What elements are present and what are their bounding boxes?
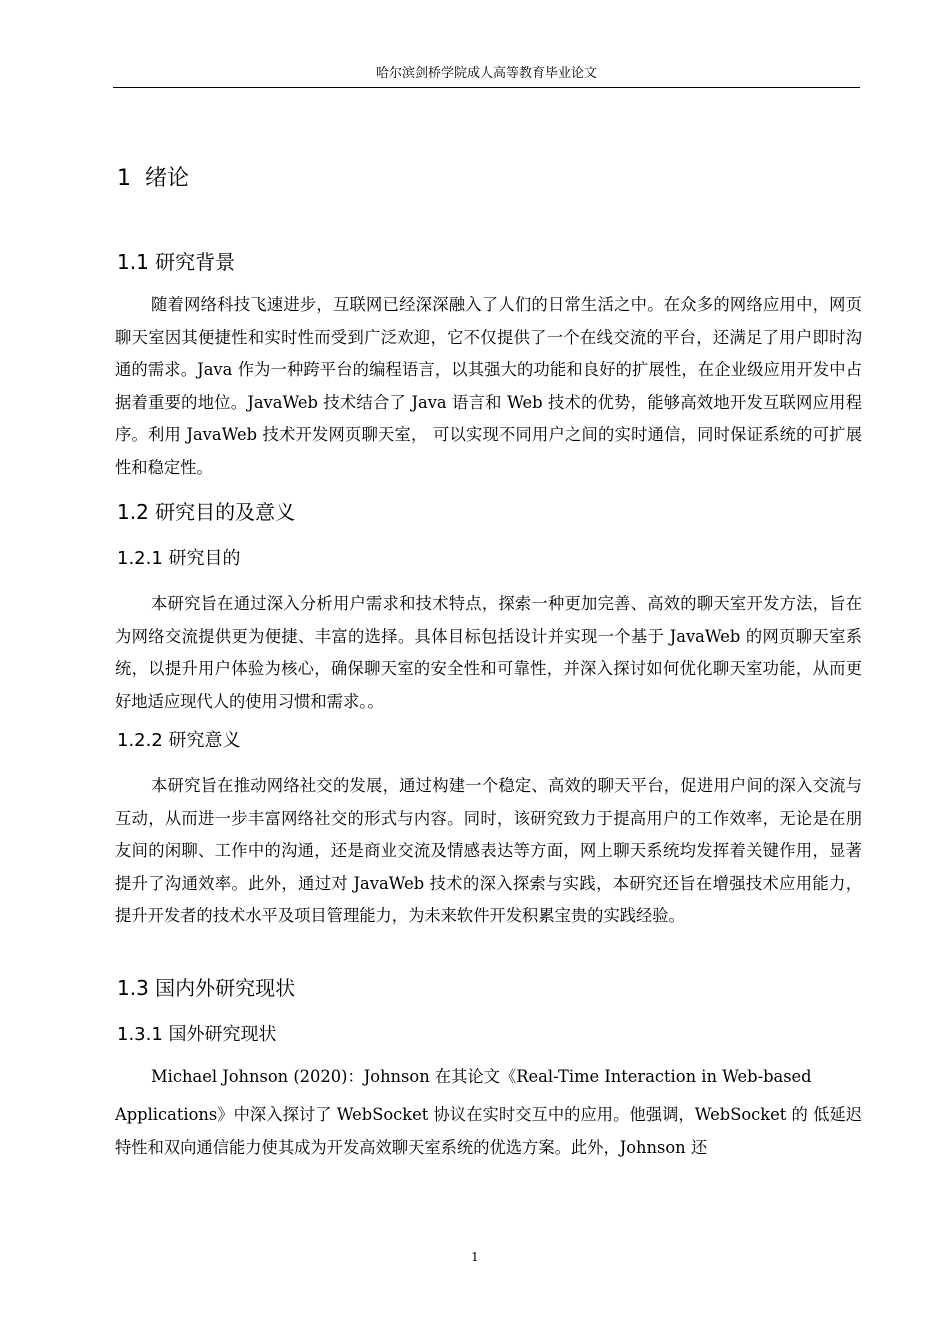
chapter-number: 1 <box>117 166 131 191</box>
header-rule <box>113 87 860 88</box>
section-1-1-body: 随着网络科技飞速进步，互联网已经深深融入了人们的日常生活之中。在众多的网络应用中，网页聊天室因其便捷性和实时性而受到广泛欢迎，它不仅提供了一个在线交流的平台，还满足了用户即时沟通的需求。Java 作为一种跨平台的编程语言，以其强大的功能和良好的扩展性，在企业级应用开发中占据着重要的地位。JavaWeb 技术结合了 Java 语言和 Web 技术的优势，能够高效地开发互联网应用程序。利用 JavaWeb 技术开发网页聊天室， 可以实现不同用户之间的实时通信，同时保证系统的可扩展性和稳定性。 <box>115 295 862 477</box>
section-heading-1-1: 1.1 研究背景 <box>117 250 236 274</box>
chapter-title: 绪论 <box>145 166 190 191</box>
section-1-3-1-body: Applications》中深入探讨了 WebSocket 协议在实时交互中的应用。他强调，WebSocket 的 低延迟特性和双向通信能力使其成为开发高效聊天室系统的优选方案。此外，Johnson 还 <box>115 1105 862 1157</box>
section-heading-1-3-1: 1.3.1 国外研究现状 <box>117 1024 277 1045</box>
section-heading-1-2-1: 1.2.1 研究目的 <box>117 548 241 569</box>
chapter-heading <box>117 164 189 194</box>
section-1-3-1-lead: Michael Johnson (2020)：Johnson 在其论文《Real-Time Interaction in Web-based <box>151 1067 812 1086</box>
running-header: 哈尔滨剑桥学院成人高等教育毕业论文 <box>375 66 597 81</box>
section-heading-1-2: 1.2 研究目的及意义 <box>117 500 296 524</box>
section-heading-1-3: 1.3 国内外研究现状 <box>117 976 296 1000</box>
section-1-2-2-body: 本研究旨在推动网络社交的发展，通过构建一个稳定、高效的聊天平台，促进用户间的深入交流与互动，从而进一步丰富网络社交的形式与内容。同时，该研究致力于提高用户的工作效率，无论是在朋友间的闲聊、工作中的沟通，还是商业交流及情感表达等方面，网上聊天系统均发挥着关键作用，显著提升了沟通效率。此外，通过对 JavaWeb 技术的深入探索与实践，本研究还旨在增强技术应用能力，提升开发者的技术水平及项目管理能力，为未来软件开发积累宝贵的实践经验。 <box>115 776 862 925</box>
page-number: 1 <box>471 1250 479 1264</box>
section-1-2-1-body: 本研究旨在通过深入分析用户需求和技术特点，探索一种更加完善、高效的聊天室开发方法，旨在为网络交流提供更为便捷、丰富的选择。具体目标包括设计并实现一个基于 JavaWeb 的网页聊天室系统，以提升用户体验为核心，确保聊天室的安全性和可靠性，并深入探讨如何优化聊天室功能，从而更好地适应现代人的使用习惯和需求。。 <box>115 594 862 711</box>
section-heading-1-2-2: 1.2.2 研究意义 <box>117 730 241 751</box>
